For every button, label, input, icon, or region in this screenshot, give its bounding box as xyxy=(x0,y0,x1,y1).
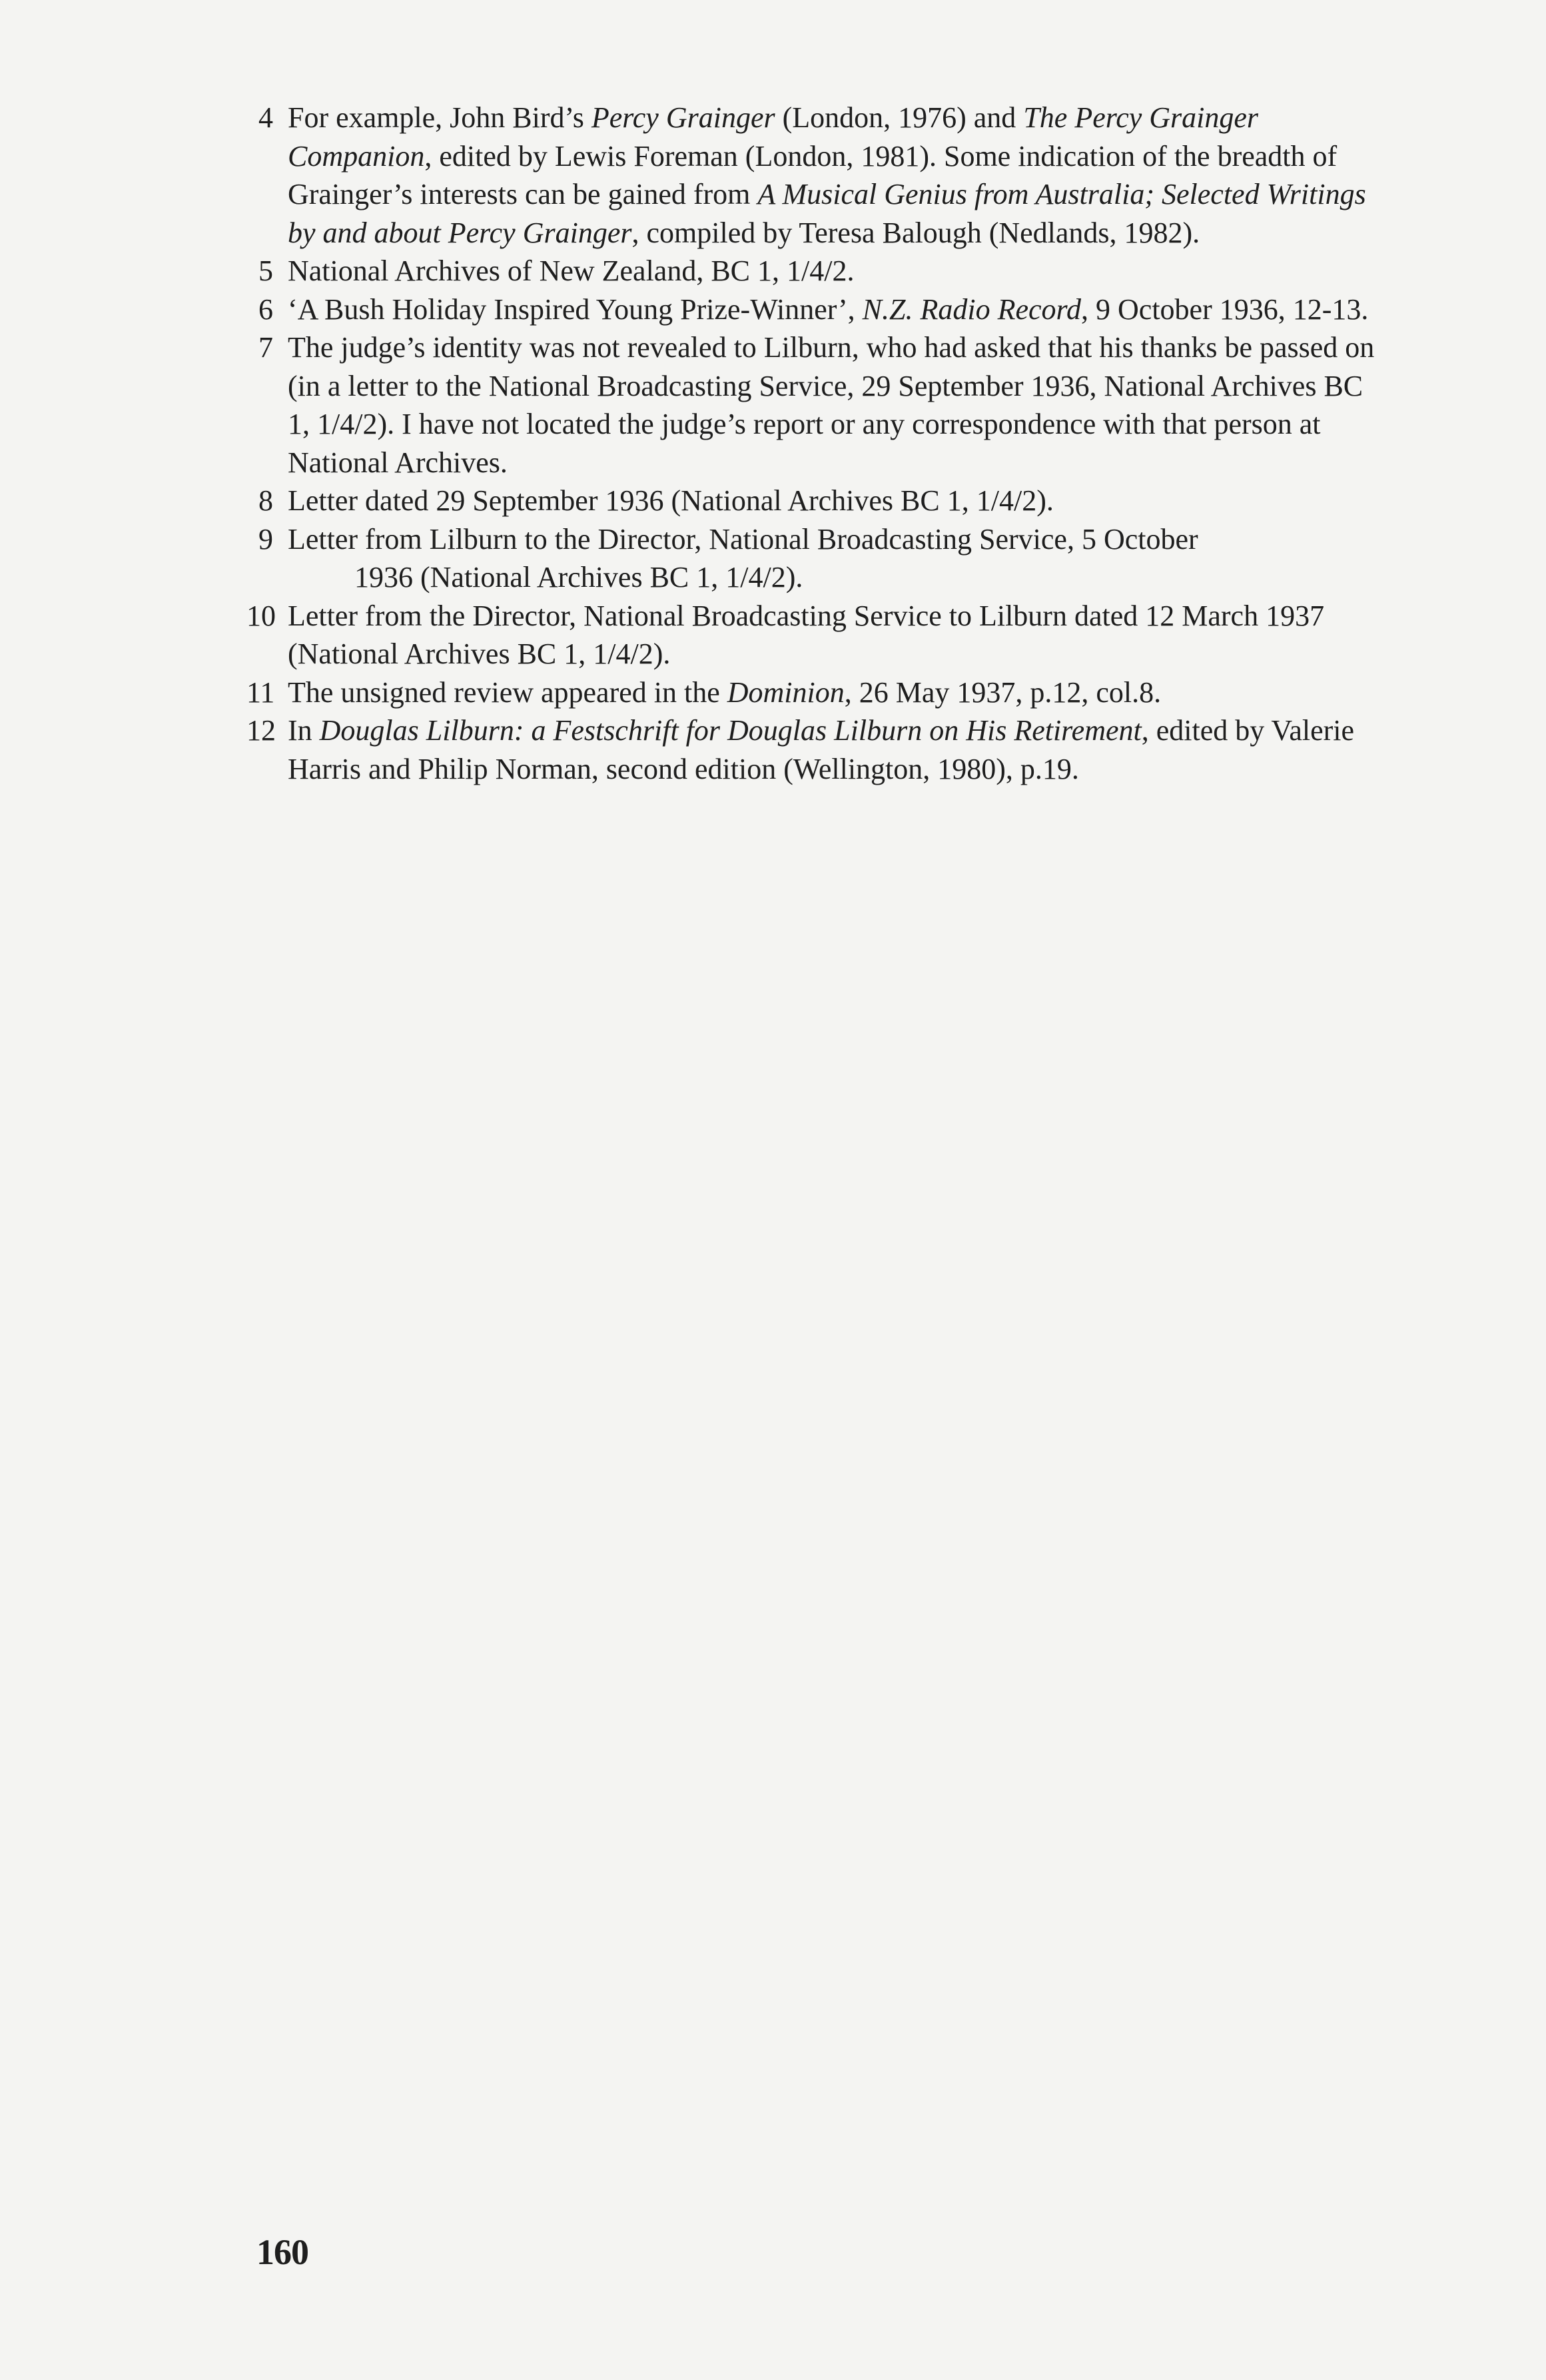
footnote-number: 4 xyxy=(258,101,273,134)
footnote-number: 11 xyxy=(246,675,275,709)
footnote-7 xyxy=(246,328,1392,482)
footnote-text: For example, John Bird’s Percy Grainger (London, 1976) and The Percy Grainger Companion, edited by Lewis Foreman (London, 1981). Some indication of the breadth of Grainger’s interests can be gained from A Musical Genius from Australia; Selected Writings by and about Percy Grainger, compiled by Teresa Balough (Nedlands, 1982). xyxy=(288,101,1366,249)
footnote-text: Letter dated 29 September 1936 (National Archives BC 1, 1/4/2). xyxy=(288,484,1054,517)
footnote-11 xyxy=(246,673,1392,712)
footnote-text: In Douglas Lilburn: a Festschrift for Douglas Lilburn on His Retirement, edited by Valerie Harris and Philip Norman, second edition (Wellington, 1980), p.19. xyxy=(288,714,1355,785)
footnote-number: 9 xyxy=(258,522,273,556)
footnote-text: The unsigned review appeared in the Dominion, 26 May 1937, p.12, col.8. xyxy=(288,675,1162,709)
footnotes-list xyxy=(246,99,1392,788)
footnote-number: 7 xyxy=(258,331,273,364)
footnote-text: The judge’s identity was not revealed to Lilburn, who had asked that his thanks be passed on (in a letter to the National Broadcasting Service, 29 September 1936, National Archives BC 1, 1/4/2). I have not located the judge’s report or any correspondence with that person at National Archives. xyxy=(288,331,1375,479)
footnote-9 xyxy=(246,520,1392,597)
footnote-number: 8 xyxy=(258,484,273,517)
footnote-text: ‘A Bush Holiday Inspired Young Prize-Winner’, N.Z. Radio Record, 9 October 1936, 12-13. xyxy=(288,292,1369,326)
footnote-12 xyxy=(246,711,1392,788)
footnote-number: 10 xyxy=(246,599,276,632)
footnote-text: Letter from the Director, National Broadcasting Service to Lilburn dated 12 March 1937 (National Archives BC 1, 1/4/2). xyxy=(288,599,1325,670)
footnote-8 xyxy=(246,482,1392,520)
footnote-number: 12 xyxy=(246,714,276,747)
footnote-number: 6 xyxy=(258,292,273,326)
footnote-10 xyxy=(246,597,1392,673)
footnote-text: National Archives of New Zealand, BC 1, 1/4/2. xyxy=(288,254,855,287)
footnote-5 xyxy=(246,252,1392,290)
footnote-6 xyxy=(246,290,1392,329)
footnote-text: Letter from Lilburn to the Director, National Broadcasting Service, 5 October 1936 (National Archives BC 1, 1/4/2). xyxy=(288,522,1198,594)
page-number: 160 xyxy=(256,2232,308,2272)
footnote-number: 5 xyxy=(258,254,273,287)
footnote-4 xyxy=(246,99,1392,252)
